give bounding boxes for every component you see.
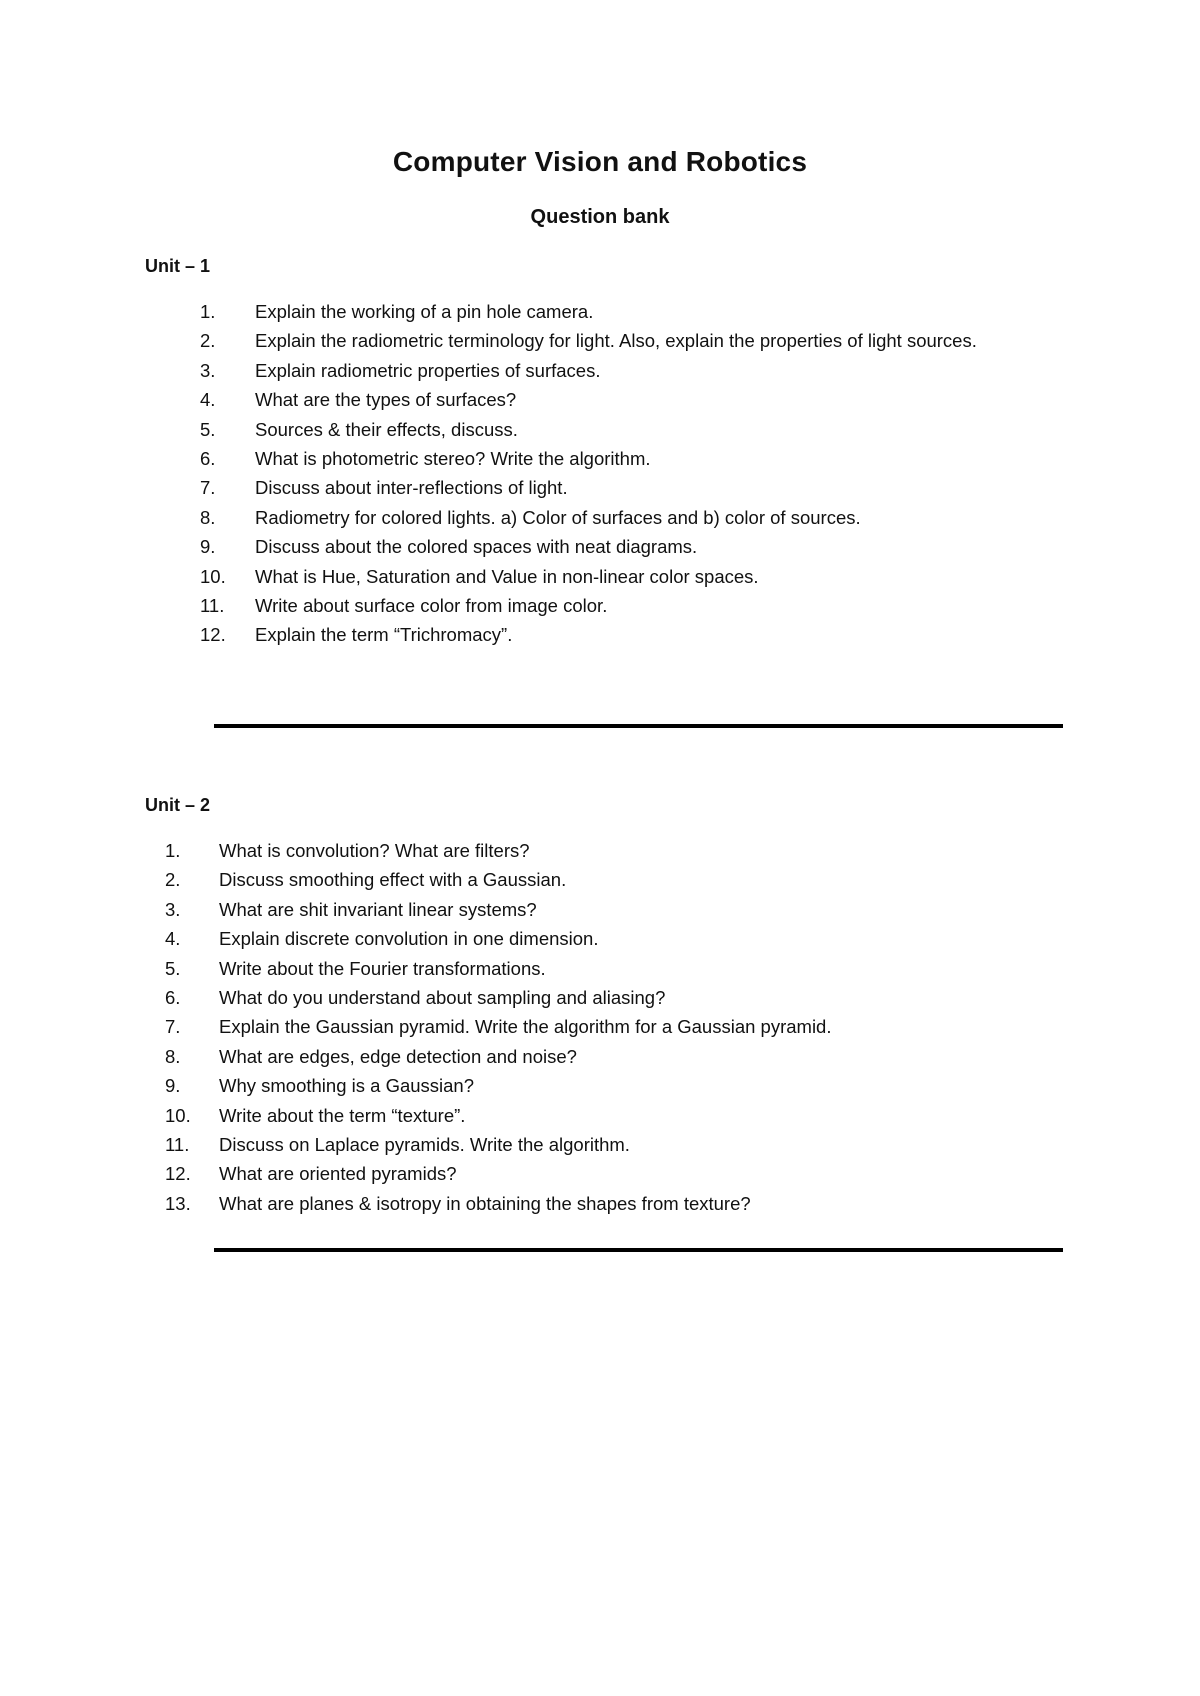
- question-text: What are planes & isotropy in obtaining the shapes from texture?: [219, 1192, 751, 1214]
- question-item: [200, 591, 1020, 620]
- document-subtitle: Question bank: [530, 206, 670, 228]
- question-text: Write about the term “texture”.: [219, 1104, 466, 1126]
- question-text: What is convolution? What are filters?: [219, 840, 530, 861]
- question-text: Discuss on Laplace pyramids. Write the algorithm.: [219, 1134, 630, 1156]
- question-number: 11.: [165, 1134, 190, 1156]
- question-text: Sources & their effects, discuss.: [255, 418, 518, 440]
- question-number: 11.: [200, 595, 225, 617]
- question-text: Explain the working of a pin hole camera.: [255, 301, 594, 322]
- question-item: [165, 1189, 1045, 1218]
- question-item: [200, 473, 1020, 502]
- question-text: What is photometric stereo? Write the algorithm.: [255, 448, 651, 470]
- question-number: 9.: [165, 1075, 181, 1097]
- question-number: 7.: [165, 1016, 181, 1038]
- question-number: 5.: [200, 418, 216, 440]
- question-item: [200, 385, 1020, 414]
- question-number: 1.: [165, 840, 181, 861]
- question-text: Discuss about inter-reflections of light.: [255, 477, 568, 499]
- question-number: 3.: [200, 359, 216, 381]
- question-text: Why smoothing is a Gaussian?: [219, 1075, 475, 1097]
- question-item: [165, 924, 1045, 953]
- question-text: Explain radiometric properties of surfaces.: [255, 359, 601, 381]
- question-text: Write about the Fourier transformations.: [219, 957, 546, 979]
- question-number: 6.: [200, 448, 216, 470]
- question-item: [165, 836, 1045, 865]
- question-number: 10.: [200, 565, 226, 587]
- unit-2-heading: Unit – 2: [145, 795, 211, 815]
- section-divider: [214, 724, 1063, 728]
- question-item: [165, 1012, 1045, 1041]
- question-text: Explain the Gaussian pyramid. Write the algorithm for a Gaussian pyramid.: [219, 1016, 832, 1038]
- question-number: 9.: [200, 536, 216, 558]
- question-text: Explain the radiometric terminology for light. Also, explain the properties of light sources.: [255, 330, 977, 352]
- question-item: [165, 1101, 1045, 1130]
- question-item: [200, 503, 1020, 532]
- unit-1-question-list: [200, 297, 1020, 650]
- document-title: Computer Vision and Robotics: [392, 146, 808, 177]
- question-item: [165, 895, 1045, 924]
- question-item: [200, 297, 1020, 326]
- question-number: 1.: [200, 301, 216, 322]
- question-number: 2.: [165, 869, 181, 891]
- question-item: [200, 620, 1020, 649]
- question-item: [200, 356, 1020, 385]
- question-text: Discuss smoothing effect with a Gaussian.: [219, 869, 567, 891]
- question-item: [165, 1159, 1045, 1188]
- question-number: 12.: [165, 1163, 191, 1185]
- question-text: Explain discrete convolution in one dimension.: [219, 928, 599, 950]
- question-number: 13.: [165, 1192, 191, 1214]
- question-text: What are shit invariant linear systems?: [219, 898, 537, 920]
- question-number: 2.: [200, 330, 216, 352]
- question-number: 3.: [165, 898, 181, 920]
- question-item: [165, 1071, 1045, 1100]
- question-item: [200, 415, 1020, 444]
- question-number: 10.: [165, 1104, 191, 1126]
- question-item: [200, 532, 1020, 561]
- question-text: What are the types of surfaces?: [255, 389, 517, 411]
- question-text: Write about surface color from image color.: [255, 595, 608, 617]
- question-item: [165, 983, 1045, 1012]
- question-text: Discuss about the colored spaces with neat diagrams.: [255, 536, 698, 558]
- question-number: 4.: [165, 928, 181, 950]
- question-number: 12.: [200, 624, 226, 646]
- question-text: What are edges, edge detection and noise?: [219, 1045, 577, 1067]
- question-item: [165, 1042, 1045, 1071]
- unit-1-heading: Unit – 1: [145, 256, 211, 276]
- question-text: What are oriented pyramids?: [219, 1163, 457, 1185]
- question-number: 5.: [165, 957, 181, 979]
- question-text: Explain the term “Trichromacy”.: [255, 624, 513, 646]
- question-text: Radiometry for colored lights. a) Color of surfaces and b) color of sources.: [255, 506, 861, 528]
- question-item: [165, 1130, 1045, 1159]
- question-text: What do you understand about sampling and aliasing?: [219, 987, 666, 1009]
- question-number: 8.: [165, 1045, 181, 1067]
- question-text: What is Hue, Saturation and Value in non-linear color spaces.: [255, 565, 759, 587]
- unit-2-question-list: [165, 836, 1045, 1218]
- question-number: 6.: [165, 987, 181, 1009]
- question-item: [200, 326, 1020, 355]
- question-item: [200, 562, 1020, 591]
- question-number: 4.: [200, 389, 216, 411]
- section-divider: [214, 1248, 1063, 1252]
- question-number: 8.: [200, 506, 216, 528]
- question-item: [165, 954, 1045, 983]
- question-item: [200, 444, 1020, 473]
- question-number: 7.: [200, 477, 216, 499]
- question-item: [165, 865, 1045, 894]
